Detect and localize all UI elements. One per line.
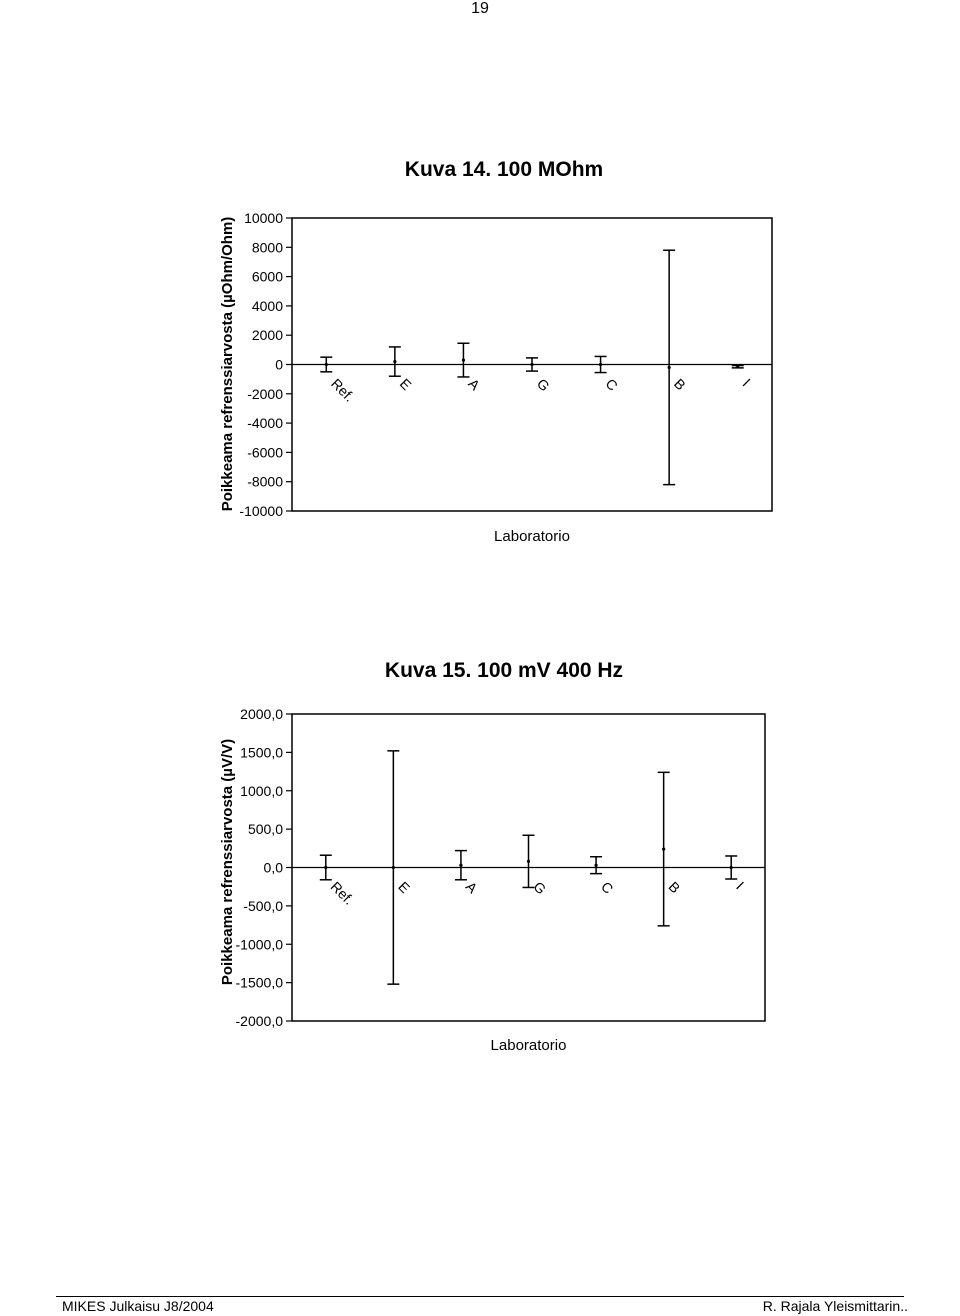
data-point-Ref.	[324, 866, 327, 869]
x-tick-label: I	[733, 878, 748, 893]
y-tick-label: 1000,0	[240, 782, 283, 799]
data-point-C	[599, 363, 602, 366]
x-tick-label: Ref.	[328, 375, 358, 405]
y-tick-label: 4000	[251, 297, 283, 314]
y-tick-label: 0	[275, 356, 283, 373]
chart-100-mohm	[0, 150, 960, 550]
data-point-C	[594, 864, 597, 867]
x-tick-label: B	[671, 375, 689, 394]
chart-100-mv-400hz	[0, 650, 960, 1060]
data-point-Ref.	[325, 363, 328, 366]
footer-publication: MIKES Julkaisu J8/2004	[62, 1298, 214, 1314]
y-tick-label: -8000	[247, 473, 283, 490]
data-point-A	[462, 359, 465, 362]
y-tick-label: -1500,0	[235, 974, 283, 991]
x-tick-label: Ref.	[327, 878, 358, 908]
footer-rule	[56, 1296, 904, 1297]
page-footer	[0, 1294, 960, 1316]
x-tick-label: E	[396, 375, 415, 394]
y-tick-label: 6000	[251, 268, 283, 285]
chart-title: Kuva 15. 100 mV 400 Hz	[384, 659, 624, 682]
x-axis-label: Laboratorio	[490, 1037, 567, 1054]
x-tick-label: G	[530, 878, 550, 898]
y-axis-label: Poikkeama refrenssiarvosta (µV/V)	[219, 738, 236, 986]
y-tick-label: -6000	[247, 444, 283, 461]
chart-title: Kuva 14. 100 MOhm	[404, 158, 604, 181]
data-point-G	[530, 363, 533, 366]
y-tick-label: 0,0	[263, 859, 283, 876]
x-tick-label: A	[465, 375, 484, 394]
y-tick-label: 500,0	[247, 821, 283, 838]
y-tick-label: -2000,0	[235, 1013, 283, 1029]
x-tick-label: A	[462, 878, 481, 897]
data-point-E	[392, 866, 395, 869]
data-point-A	[459, 864, 462, 867]
x-tick-label: C	[597, 878, 617, 897]
y-axis-label: Poikkeama refrenssiarvosta (µOhm/Ohm)	[219, 216, 236, 512]
y-tick-label: 2000,0	[240, 706, 283, 722]
x-tick-label: I	[739, 375, 754, 390]
x-tick-label: C	[602, 375, 621, 394]
data-point-G	[527, 860, 530, 863]
y-tick-label: 1500,0	[240, 744, 283, 761]
y-tick-label: -500,0	[243, 897, 283, 914]
data-point-B	[662, 847, 665, 850]
x-axis-label: Laboratorio	[494, 528, 570, 545]
page-number: 19	[471, 0, 489, 17]
data-point-I	[730, 866, 733, 869]
x-tick-label: G	[533, 375, 553, 395]
footer-author: R. Rajala Yleismittarin..	[762, 1298, 908, 1314]
y-tick-label: -1000,0	[235, 936, 283, 953]
y-tick-label: -10000	[239, 503, 283, 519]
data-point-E	[393, 360, 396, 363]
x-tick-label: E	[395, 878, 414, 897]
data-point-B	[668, 366, 671, 369]
y-tick-label: 8000	[251, 239, 283, 256]
x-tick-label: B	[665, 878, 684, 897]
y-tick-label: -2000	[247, 385, 283, 402]
y-tick-label: -4000	[247, 415, 283, 432]
data-point-I	[736, 365, 739, 368]
y-tick-label: 2000	[251, 327, 283, 344]
y-tick-label: 10000	[244, 210, 283, 226]
